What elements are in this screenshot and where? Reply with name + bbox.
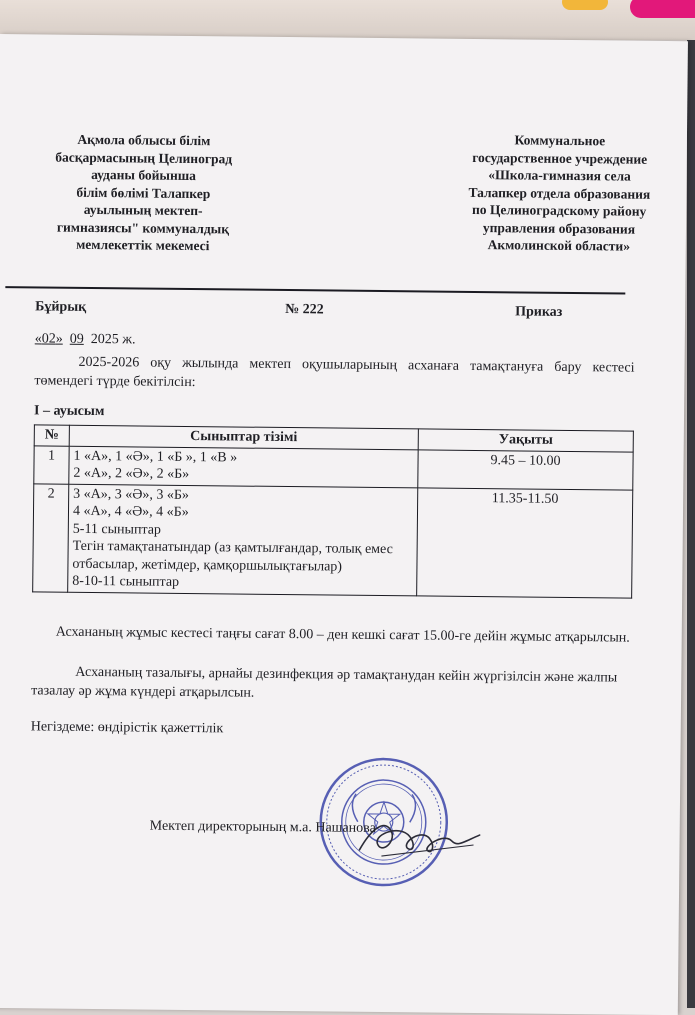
date-day: 02 [41, 331, 56, 347]
schedule-table [32, 424, 634, 598]
document-sheet [0, 34, 688, 1015]
intro-paragraph: 2025-2026 оқу жылында мектеп оқушыларының асханаға тамақтануға бару кестесі төмендегі түрде бекітілсін: [34, 354, 635, 391]
class-line: 5-11 сыныптар [72, 521, 162, 538]
date-year: 2025 ж. [90, 331, 136, 348]
row-time: 9.45 – 10.00 [418, 449, 633, 489]
director-signature-line: Мектеп директорының м.а. Нашанова [149, 818, 376, 836]
sheet-edge-shadow [687, 40, 695, 1008]
order-number: № 222 [285, 302, 324, 318]
class-line: 3 «А», 3 «Ә», 3 «Б» [73, 486, 190, 503]
order-date [35, 330, 136, 349]
class-line: 1 «А», 1 «Ә», 1 «Б », 1 «В » [73, 448, 238, 466]
row-classes [69, 446, 418, 488]
work-schedule-paragraph: Асхананың жұмыс кестесі таңғы сағат 8.00 – ден кешкі сағат 15.00-ге дейін жұмыс атқарылсын. [55, 624, 630, 646]
header-time: Уақыты [418, 429, 633, 452]
desk-background [0, 0, 695, 40]
order-label-kazakh: Бұйрық [35, 299, 87, 315]
header-classes: Сыныптар тізімі [69, 425, 418, 449]
date-open-quote: « [34, 331, 42, 347]
order-label-russian: Приказ [515, 304, 563, 320]
table-row [34, 445, 633, 489]
table-row [33, 483, 633, 597]
header-kazakh-org: Ақмола облысы білім басқармасының Целиноград ауданы бойынша білім бөлімі Талапкер ауылының мектеп- гимназиясы" коммуналдық мемлекеттік мекемесі [55, 131, 233, 254]
shift-label: І – ауысым [33, 403, 105, 420]
header-divider [5, 286, 625, 294]
header-no: № [34, 425, 69, 446]
desk-object-yellow [562, 0, 608, 10]
row-time: 11.35-11.50 [417, 487, 633, 597]
header-russian-org: Коммунальное государственное учреждение «Школа-гимназия села Талапкер отдела образования по Целиноградскому району управления образования Акмолинской области» [468, 132, 651, 254]
row-number: 1 [34, 445, 69, 483]
date-close-quote: » [55, 331, 63, 347]
class-line: 2 «А», 2 «Ә», 2 «Б» [73, 465, 190, 483]
row-classes [68, 484, 418, 596]
desk-object-pink [630, 0, 695, 18]
row-number: 2 [33, 483, 69, 591]
date-month: 09 [69, 331, 84, 347]
class-line: Тегін тамақтанатындар (аз қамтылғандар, толық емес отбасылар, жетімдер, қамқоршылықтағылар) [72, 538, 393, 575]
basis-line: Негіздеме: өндірістік қажеттілік [30, 719, 224, 737]
class-line: 4 «А», 4 «Ә», 4 «Б» [72, 503, 189, 521]
cleaning-paragraph: Асхананың тазалығы, арнайы дезинфекция әр тамақтанудан кейін жүргізілсін және жалпы тазалау әр жұма күндері атқарылсын. [31, 664, 618, 701]
class-line: 8-10-11 сыныптар [72, 573, 180, 590]
